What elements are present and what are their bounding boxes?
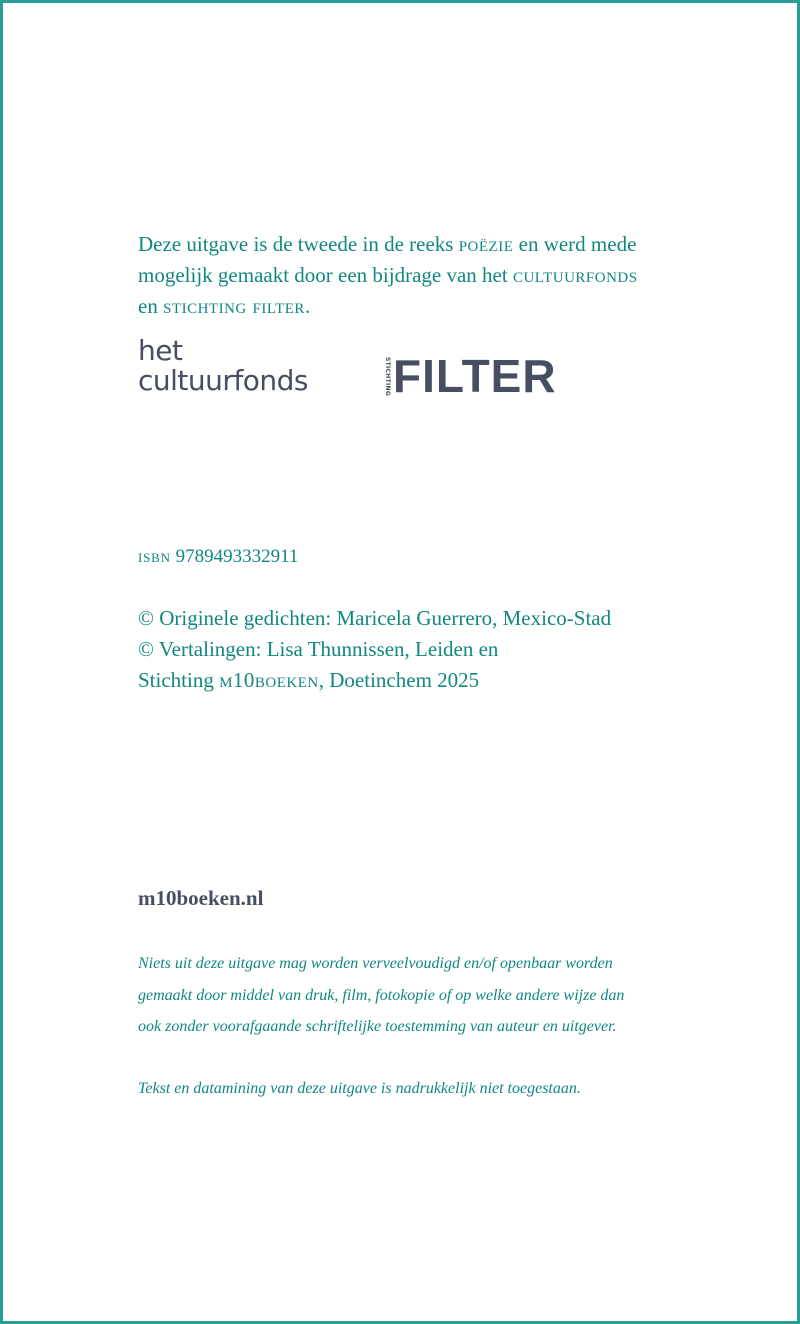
cultuurfonds-logo <box>138 336 348 400</box>
series-name: poëzie <box>458 232 514 256</box>
intro-text-1: Deze uitgave is de tweede in de reeks <box>138 232 459 256</box>
copyright-publisher-prefix: Stichting <box>138 668 220 692</box>
intro-text-4: . <box>304 294 311 318</box>
copyright-block <box>138 603 658 696</box>
filter-logo-word: FILTER <box>393 350 557 402</box>
publisher-website: m10boeken.nl <box>138 886 264 910</box>
copyright-translation: © Vertalingen: Lisa Thunnissen, Leiden en <box>138 637 499 661</box>
datamining-notice: Tekst en datamining van deze uitgave is nadrukkelijk niet toegestaan. <box>138 1079 581 1097</box>
filter-logo-stichting: STICHTING <box>384 357 391 397</box>
reproduction-notice: Niets uit deze uitgave mag worden verveelvoudigd en/of openbaar worden gemaakt door middel van druk, film, fotokopie of op welke andere wijze dan ook zonder voorafgaande schriftelijke toestemming van auteur en uitgever. <box>138 955 625 1035</box>
sponsor-filter: stichting filter <box>163 294 305 318</box>
intro-text-2: en werd mede mogelijk gemaakt door een bijdrage van het <box>138 232 637 287</box>
sponsor-cultuurfonds: cultuurfonds <box>512 263 638 287</box>
copyright-publisher <box>138 665 658 696</box>
copyright-original: © Originele gedichten: Maricela Guerrero, Mexico-Stad <box>138 606 612 630</box>
intro-text-3: en <box>138 294 164 318</box>
legal-notice <box>138 948 648 1104</box>
cultuurfonds-logo-line2: cultuurfonds <box>138 364 308 397</box>
cultuurfonds-logo-line1: het <box>138 334 183 367</box>
sponsor-statement <box>138 229 658 322</box>
isbn-line <box>138 543 298 571</box>
sponsor-paragraph <box>138 229 658 322</box>
publisher-name: m10boeken <box>219 668 319 692</box>
filter-logo <box>383 350 583 402</box>
copyright-publisher-suffix: , Doetinchem 2025 <box>318 668 480 692</box>
isbn-number: 9789493332911 <box>170 546 299 567</box>
isbn-label: isbn <box>138 546 171 567</box>
